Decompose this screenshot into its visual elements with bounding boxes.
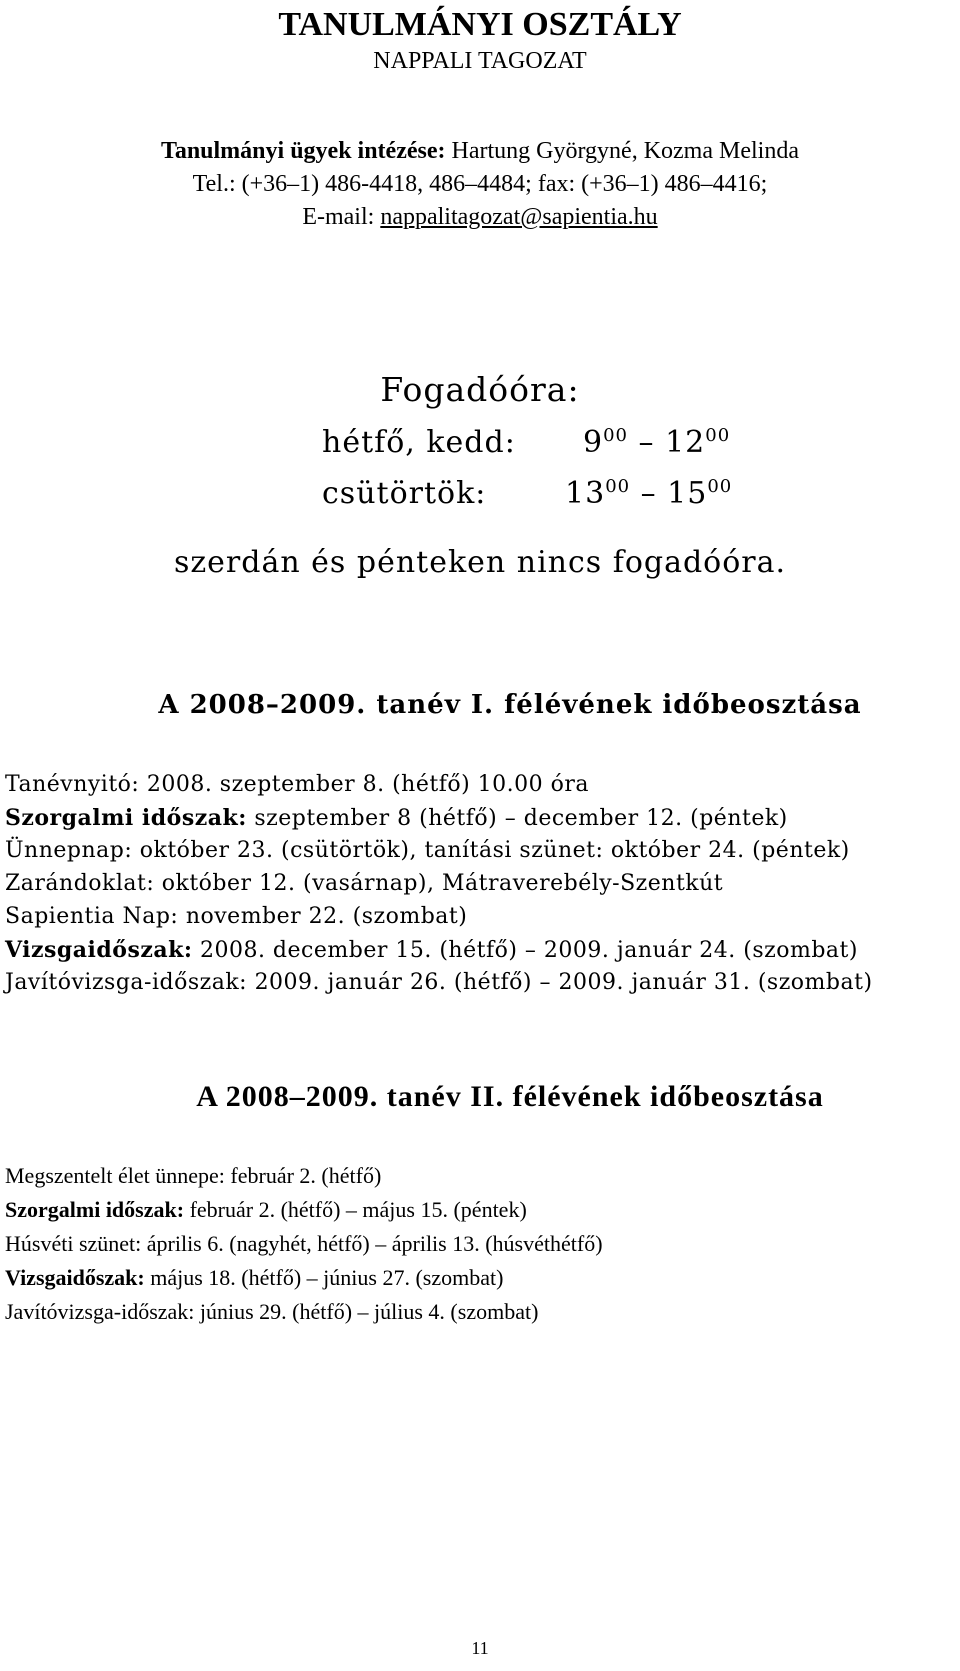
- schedule-line-text: 2008. december 15. (hétfő) – 2009. január 24. (szombat): [192, 938, 858, 963]
- schedule-line: [5, 937, 858, 963]
- schedule-line-text: Tanévnyitó: 2008. szeptember 8. (hétfő) 10.00 óra: [5, 772, 590, 797]
- schedule-line: [5, 871, 723, 896]
- schedule-line-text: Javítóvizsga-időszak: június 29. (hétfő) – július 4. (szombat): [5, 1299, 539, 1324]
- schedule-line-label: Vizsgaidőszak:: [5, 1265, 145, 1290]
- schedule-line: [5, 1163, 381, 1189]
- schedule-line-label: Szorgalmi időszak:: [5, 1197, 185, 1222]
- schedule-line: [5, 838, 850, 863]
- semester2-title: A 2008–2009. tanév II. félévének időbeosztása: [196, 1080, 824, 1113]
- schedule-line-text: május 18. (hétfő) – június 27. (szombat): [144, 1265, 504, 1290]
- office-hours-note: szerdán és pénteken nincs fogadóóra.: [173, 545, 787, 580]
- start-minute: 00: [603, 425, 628, 446]
- phone-line: Tel.: (+36–1) 486-4418, 486–4484; fax: (+36–1) 486–4416;: [192, 171, 768, 197]
- schedule-line-text: Zarándoklat: október 12. (vasárnap), Mátraverebély-Szentkút: [5, 871, 724, 896]
- schedule-line: [5, 1299, 538, 1325]
- email-line: [0, 204, 960, 231]
- schedule-line-text: Ünnepnap: október 23. (csütörtök), tanítási szünet: október 24. (péntek): [5, 838, 850, 863]
- schedule-line-text: Megszentelt élet ünnepe: február 2. (hétfő): [5, 1163, 382, 1188]
- start-minute: 00: [605, 476, 631, 497]
- semester1-title: A 2008–2009. tanév I. félévének időbeosztása: [158, 690, 862, 720]
- office-hours-row: [322, 476, 486, 511]
- office-hours-days: csütörtök:: [322, 476, 487, 511]
- admin-names: Hartung Györgyné, Kozma Melinda: [445, 138, 799, 164]
- page-subtitle: NAPPALI TAGOZAT: [373, 48, 587, 74]
- admin-label: Tanulmányi ügyek intézése:: [161, 138, 446, 164]
- schedule-line-text: Sapientia Nap: november 22. (szombat): [5, 904, 468, 929]
- admin-contact-line: [0, 138, 960, 165]
- schedule-line: [5, 1197, 527, 1223]
- page-title: TANULMÁNYI OSZTÁLY: [278, 6, 682, 43]
- time-separator: –: [630, 476, 668, 511]
- schedule-line: [5, 904, 467, 929]
- office-hours-days: hétfő, kedd:: [322, 425, 516, 460]
- start-hour: 9: [583, 425, 604, 460]
- end-hour: 15: [667, 476, 708, 511]
- schedule-line-text: Húsvéti szünet: április 6. (nagyhét, hétfő) – április 13. (húsvéthétfő): [5, 1231, 603, 1256]
- email-link[interactable]: nappalitagozat@sapientia.hu: [380, 204, 658, 230]
- schedule-line-label: Vizsgaidőszak:: [5, 937, 193, 963]
- end-minute: 00: [705, 425, 731, 446]
- schedule-line: [5, 970, 873, 995]
- office-hours-time: [565, 476, 732, 511]
- schedule-line: [5, 1231, 603, 1257]
- end-minute: 00: [707, 476, 733, 497]
- schedule-line: [5, 772, 589, 797]
- schedule-line-text: február 2. (hétfő) – május 15. (péntek): [184, 1197, 527, 1222]
- office-hours-time: [583, 425, 730, 460]
- schedule-line: [5, 1265, 503, 1291]
- office-hours-row: [322, 425, 516, 460]
- time-separator: –: [628, 425, 666, 460]
- email-label: E-mail:: [302, 204, 381, 230]
- schedule-line-text: szeptember 8 (hétfő) – december 12. (péntek): [246, 806, 788, 831]
- start-hour: 13: [565, 476, 606, 511]
- schedule-line: [5, 805, 788, 831]
- office-hours-title: Fogadóóra:: [380, 370, 580, 409]
- schedule-line-text: Javítóvizsga-időszak: 2009. január 26. (hétfő) – 2009. január 31. (szombat): [5, 970, 873, 995]
- schedule-line-label: Szorgalmi időszak:: [5, 805, 247, 831]
- end-hour: 12: [665, 425, 706, 460]
- page-number: 11: [471, 1638, 489, 1658]
